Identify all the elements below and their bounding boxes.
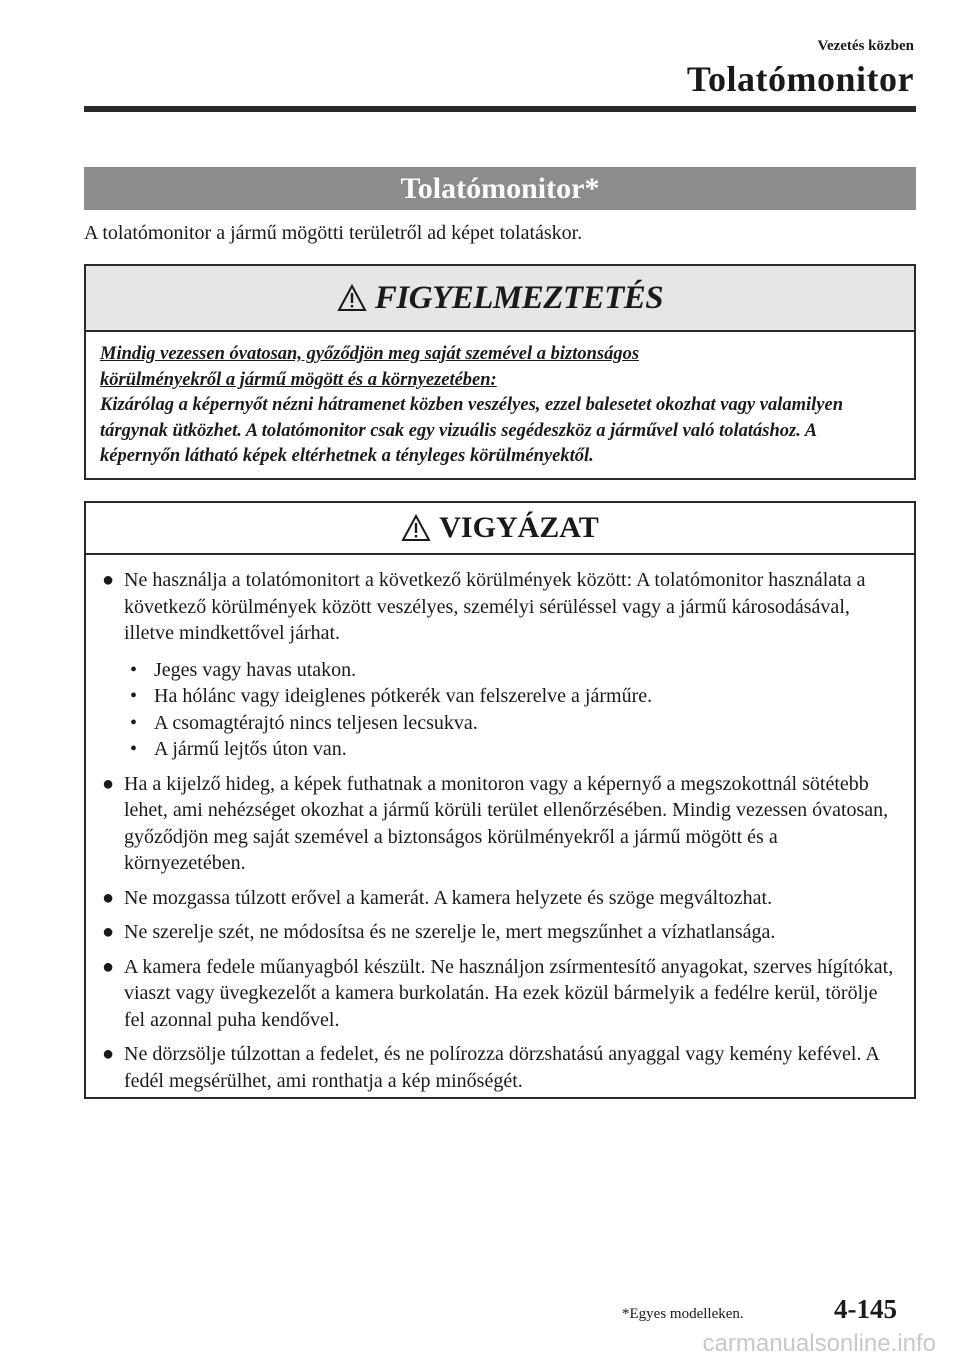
warning-triangle-icon	[401, 514, 431, 542]
bullet: ●	[102, 886, 115, 909]
page-number: 4-145	[834, 1294, 897, 1324]
footnote: *Egyes modelleken.	[622, 1306, 744, 1322]
watermark: carmanualsonline.info	[702, 1330, 936, 1357]
warning-body	[86, 332, 914, 470]
intro-text: A tolatómonitor a jármű mögötti területről ad képet tolatáskor.	[84, 222, 583, 244]
caution-item	[100, 954, 902, 1034]
bullet: ●	[102, 955, 115, 978]
caution-item-text: Ne mozgassa túlzott erővel a kamerát. A kamera helyzete és szöge megváltozhat.	[124, 886, 773, 909]
caution-title: VIGYÁZAT	[439, 511, 599, 544]
warning-lead-line-1: Mindig vezessen óvatosan, győződjön meg saját szemével a biztonságos	[100, 344, 640, 364]
warning-text: Kizárólag a képernyőt nézni hátramenet közben veszélyes, ezzel balesetet okozhat vagy valamilyen tárgynak ütközhet. A tolatómonitor csak egy vizuális segédeszköz a járművel való tolatáshoz. A képernyőn látható képek eltérhetnek a tényleges körülményektől.	[100, 395, 844, 466]
caution-item-text: Ne használja a tolatómonitort a következő körülmények között: A tolatómonitor használata a következő körülmények között veszélyes, személyi sérüléssel vagy a jármű károsodásával, illetve mindkettővel járhat.	[124, 569, 866, 644]
caution-item-text: Ne szerelje szét, ne módosítsa és ne szerelje le, mert megszűnhet a vízhatlansága.	[124, 921, 776, 943]
caution-subitems	[124, 657, 902, 763]
chapter-label: Vezetés közben	[817, 38, 914, 54]
warning-box	[84, 264, 916, 480]
caution-subitem	[130, 736, 902, 763]
warning-triangle-icon	[337, 284, 367, 312]
sub-bullet: •	[130, 685, 138, 707]
caution-item-text: Ha a kijelző hideg, a képek futhatnak a monitoron vagy a képernyő a megszokottnál sötétebb lehet, ami nehézséget okozhat a jármű körüli terület ellenőrzésében. Mindig vezessen óvatosan, győződjön meg saját szemével a biztonságos körülményekről a jármű mögött és a környezetében.	[124, 772, 889, 874]
bullet: ●	[102, 569, 115, 591]
sub-bullet: •	[130, 711, 138, 734]
caution-item-text: Ne dörzsölje túlzottan a fedelet, és ne polírozza dörzshatású anyaggal vagy kemény kefével. A fedél megsérülhet, ami ronthatja a kép minőségét.	[124, 1043, 879, 1092]
caution-item	[100, 771, 902, 877]
caution-item-text: A kamera fedele műanyagból készült. Ne használjon zsírmentesítő anyagokat, szerves hígítókat, viaszt vagy üvegkezelőt a kamera burkolatán. Ha ezek közül bármelyik a fedélre kerül, törölje fel azonnal puha kendővel.	[124, 955, 894, 1031]
warning-title: FIGYELMEZTETÉS	[374, 279, 664, 316]
caution-body	[86, 555, 914, 1094]
warning-header	[86, 266, 914, 332]
section-title: Tolatómonitor*	[84, 167, 916, 210]
caution-subitem-text: A jármű lejtős úton van.	[154, 738, 347, 760]
caution-subitem-text: A csomagtérajtó nincs teljesen lecsukva.	[154, 711, 478, 734]
bullet: ●	[102, 772, 115, 795]
caution-subitem	[130, 710, 902, 737]
caution-item	[100, 1041, 902, 1094]
caution-subitem	[130, 683, 902, 710]
bullet: ●	[102, 921, 115, 943]
bullet: ●	[102, 1043, 115, 1065]
caution-item	[100, 567, 902, 763]
warning-lead-line-2: körülményekről a jármű mögött és a környezetében:	[100, 369, 497, 390]
sub-bullet: •	[130, 738, 138, 760]
caution-subitem	[130, 657, 902, 684]
page-header-title: Tolatómonitor	[686, 59, 914, 99]
caution-subitem-text: Jeges vagy havas utakon.	[154, 658, 357, 681]
caution-box	[84, 501, 916, 1099]
caution-header	[86, 503, 914, 555]
sub-bullet: •	[130, 658, 138, 681]
caution-item	[100, 885, 902, 912]
caution-subitem-text: Ha hólánc vagy ideiglenes pótkerék van felszerelve a járműre.	[154, 685, 653, 707]
header-rule	[84, 106, 916, 112]
caution-item	[100, 919, 902, 946]
